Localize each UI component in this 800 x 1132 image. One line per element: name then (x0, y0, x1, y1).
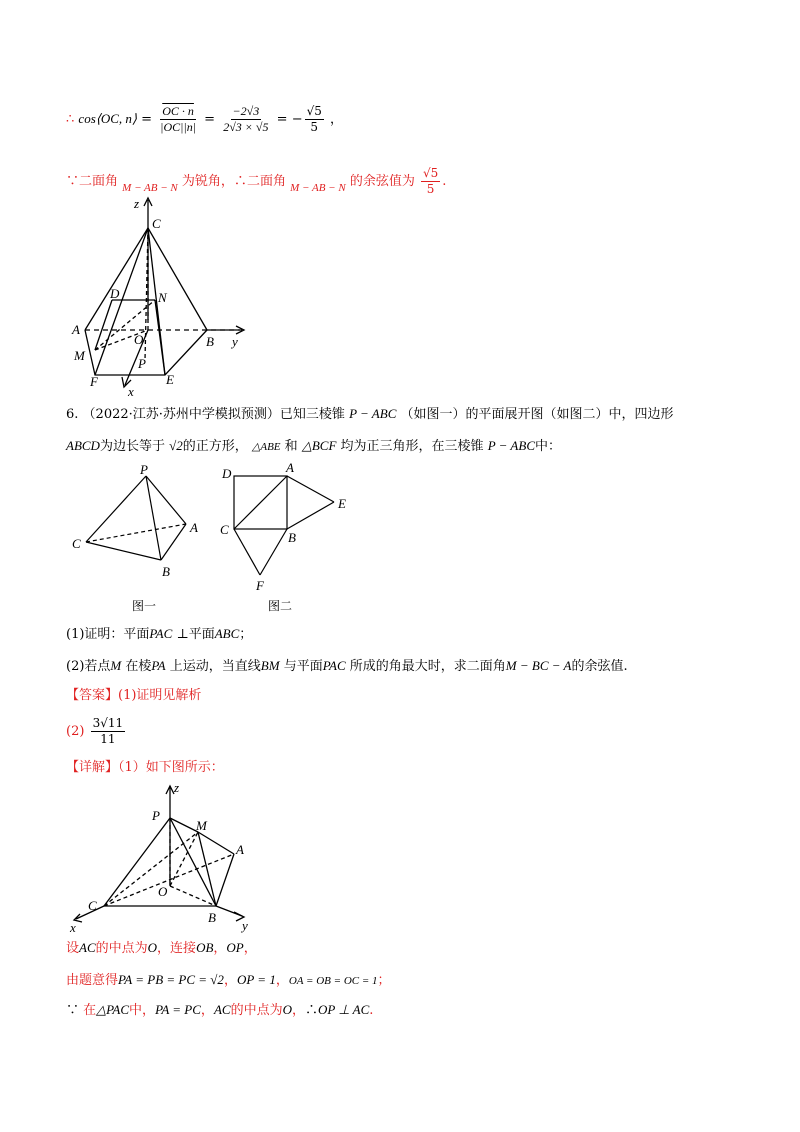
label-O: O (134, 332, 144, 347)
answer-line: 【答案】(1)证明见解析 (66, 688, 202, 703)
figure-2-net (216, 462, 366, 622)
fig3-label-P: P (152, 808, 160, 823)
fraction-2: $\frac{-2√3}{2√3 \times √5}$ (223, 104, 269, 134)
fig2-label-A: A (286, 460, 294, 475)
fig2-caption: 图二 (268, 599, 293, 613)
fig1-label-A: A (190, 520, 198, 535)
fig3-label-z: z (174, 780, 180, 795)
fig1-caption: 图一 (132, 599, 157, 613)
label-B: B (206, 334, 214, 349)
label-z: z (134, 196, 140, 211)
problem-6-line2: ABCD为边长等于 √2的正方形， △ABE 和 △BCF 均为正三角形，在三棱锥 P − ABC中： (66, 438, 561, 454)
fig3-label-x: x (70, 920, 76, 935)
fig2-label-F: F (256, 578, 264, 593)
fig2-label-D: D (222, 466, 232, 481)
cos-lhs: cos⟨OC, n⟩ (78, 111, 137, 126)
conclusion-line: ∵二面角 $_{M - AB - N}$ 为锐角，∴二面角 $_{M - AB - N}$ 的余弦值为 $\frac{√5}{5}$ . (66, 166, 447, 196)
therefore-symbol: ∴ (66, 112, 75, 127)
label-F: F (90, 374, 98, 389)
solution-line-1: 设AC的中点为O，连接OB，OP， (66, 940, 257, 956)
fig3-label-y: y (242, 918, 248, 933)
question-1: (1)证明：平面PAC ⊥平面ABC； (66, 626, 253, 642)
figure-pyramid-axes (60, 190, 270, 400)
label-x: x (128, 384, 134, 399)
fig2-label-E: E (338, 496, 346, 511)
solution-line-2: 由题意得PA = PB = PC = √2，OP = 1，OA = OB = OC = 1； (66, 972, 391, 988)
label-A: A (72, 322, 80, 337)
cosine-formula-line: ∴ cos⟨OC, n⟩ = $\frac{OC \cdot n}{|OC||n|}$ = $\frac{-2√3}{2√3 \times √5}$ = − $\frac{√5}{5}$ ， (66, 104, 344, 134)
fig3-label-B: B (208, 910, 216, 925)
detail-line: 【详解】（1）如下图所示： (66, 760, 224, 775)
fig2-label-C: C (220, 522, 229, 537)
label-N: N (158, 290, 167, 305)
label-M: M (74, 348, 85, 363)
problem-6-line1: 6. （2022·江苏·苏州中学模拟预测）已知三棱锥 P − ABC （如图一）的平面展开图（如图二）中，四边形 (66, 406, 674, 422)
answer-2-line: (2) $\frac{3√11}{11}$ (66, 716, 124, 746)
label-D: D (110, 286, 120, 301)
fig3-label-C: C (88, 898, 97, 913)
solution-line-3: ∵ 在△PAC中，PA = PC，AC的中点为O，∴OP ⊥ AC. (66, 1002, 374, 1018)
fig1-label-C: C (72, 536, 81, 551)
fig1-label-P: P (140, 462, 148, 477)
label-C: C (152, 216, 161, 231)
label-y: y (232, 334, 238, 349)
label-E: E (166, 372, 174, 387)
result-fraction: $\frac{√5}{5}$ (306, 104, 322, 134)
figure-1-pyramid (66, 462, 216, 622)
fig3-label-A: A (236, 842, 244, 857)
fig2-label-B: B (288, 530, 296, 545)
fig3-label-O: O (158, 884, 168, 899)
fraction-1: $\frac{OC \cdot n}{|OC||n|}$ (160, 104, 197, 134)
fig1-label-B: B (162, 564, 170, 579)
fig3-label-M: M (196, 818, 207, 833)
figure-3-pyramid-axes (66, 776, 266, 936)
label-P: P (138, 356, 146, 371)
question-2: (2)若点M 在棱PA 上运动，当直线BM 与平面PAC 所成的角最大时，求二面角M − BC − A的余弦值. (66, 658, 628, 674)
